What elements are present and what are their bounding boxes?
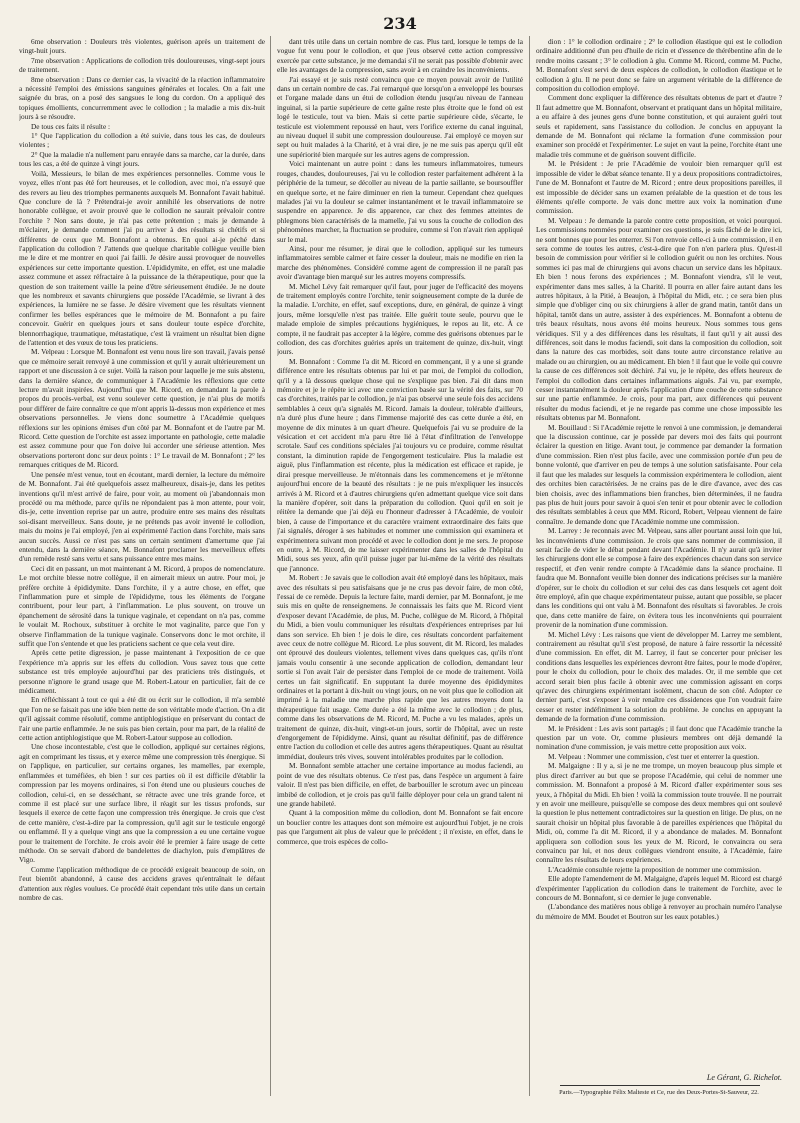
paragraph: M. Michel Lévy fait remarquer qu'il faut, pour juger de l'efficacité des moyens de traitement employés contre l'orchite, tenir soigneusement compte de la durée de la maladie. L'orchite, en effet, sauf exceptions, dure, en général, de quinze à vingt jours, même lorsqu'elle n'est pas traitée. Elle guérit toute seule, pourvu que le malade emploie de simples précautions hygiéniques, le repos au lit, etc. À ce compte, il ne faudrait pas accepter à la légère, comme des guérisons obtenues par le collodion, des cas d'orchites guéries après un traitement de quinze, dix-huit, vingt jours.	[277, 281, 523, 357]
paragraph: Comme l'application méthodique de ce procédé exigeait beaucoup de soin, on l'eut bientôt abandonné, à cause des accidens graves qu'entraînait le défaut d'attention aux règles voulues. Ce procédé était cependant très utile dans un certain nombre de cas.	[19, 864, 265, 902]
column-divider	[270, 36, 271, 1096]
paragraph: 2° Que la maladie n'a nullement paru enrayée dans sa marche, car la durée, dans tous les cas, a été de quinze à vingt jours.	[19, 149, 265, 169]
paragraph: M. Bouillaud : Si l'Académie rejette le renvoi à une commission, je demanderai que la discussion continue, car je possède par devers moi des faits qui pourront éclairer la question en litige. Avant tout, je commence par demander la formation d'une commission. Rien n'est plus facile, avec une commission portée d'un peu de bonne volonté, que d'arriver en peu de temps à une solution satisfaisante. Pour cela il faut que les malades sur lesquels la commission expérimentera le collodion, aient des orchites bien caractérisées. Je ne crains pas de le dire d'avance, avec des cas bien choisis, avec des inflammations bien franches, bien déterminées, il ne faudra pas plus de huit jours pour savoir à quoi s'en tenir et pour obtenir avec le collodion des résultats semblables à ceux que MM. Ricord, Robert, Velpeau viennent de faire connaître. Je demande donc que l'Académie nomme une commission.	[536, 422, 782, 526]
printer-imprint: Paris.—Typographie Félix Malteste et Ce, rue des Deux-Portes-St-Sauveur, 22.	[559, 1089, 759, 1096]
paragraph: M. le Président : Les avis sont partagés ; il faut donc que l'Académie tranche la question par un vote. Or, comme plusieurs membres ont déjà demandé la nomination d'une commission, je vais mettre cette proposition aux voix.	[536, 723, 782, 752]
paragraph: dant très utile dans un certain nombre de cas. Plus tard, lorsque le temps de la vogue fut venu pour le collodion, et que j'eus observé cette action compressive exercée par cette substance, je me demandai s'il ne serait pas possible d'obtenir avec elle les avantages de la compression, sans avoir à en craindre les inconvénients.	[277, 37, 523, 75]
paragraph: Elle adopte l'amendement de M. Malgaigne, d'après lequel M. Ricord est chargé d'expérimenter l'application du collodion dans le traitement de l'orchite, avec le concours de M. Bonnafont, si ce dernier le juge convenable.	[536, 874, 782, 902]
paragraph: Voici maintenant un autre point : dans les tumeurs inflammatoires, tumeurs rouges, chaudes, douloureuses, j'ai vu le collodion rester parfaitement adhérent à la périphérie de la tumeur, se décoller au niveau de la partie saillante, se boursouffler en quelque sorte, et ne faire diminuer en rien la tumeur. Cependant chez quelques malades j'ai vu la douleur se calmer instantanément et le travail inflammatoire se suspendre en apparence. Je dis apparence, car chez des femmes atteintes de phlegmons bien caractérisés de la mamelle, j'ai vu sous la couche de collodion des phénomènes marcher, la fluctuation se produire, comme si l'on n'avait rien appliqué sur le mal.	[277, 159, 523, 244]
text-column-right	[536, 37, 782, 1095]
text-column-left	[19, 37, 265, 1095]
paragraph: M. Robert : Je savais que le collodion avait été employé dans les hôpitaux, mais avec des résultats si peu satisfaisans que je ne crus pas devoir faire, de mon côté, l'essai de ce remède. Depuis la lecture faite, mardi dernier, par M. Bonnafont, je me suis mis en quête de renseignemens. Je connaissais les faits que M. Ricord vient d'exposer devant l'Académie, de plus, M. Puche, collègue de M. Ricord, à l'hôpital du Midi, a bien voulu communiquer les résultats d'expériences entreprises par lui dans son service. Eh bien ! je dois le dire, ces résultats concordent parfaitement avec ceux de notre collègue M. Ricord. Le plus souvent, dit M. Ricord, les malades ont éprouvé des douleurs violentes, tellement vives dans quelques cas, qu'ils n'ont jamais voulu consentir à une seconde application de collodion, demandant leur sortie si l'on avait l'air de persister dans l'emploi de ce mode de traitement. Voilà certes un fait significatif. En supputant la durée moyenne des épididymites ordinaires et la portant à dix-huit ou vingt jours, on ne voit plus que le collodion ait imprimé à la maladie une marche plus rapide que les autres moyens dont la thérapeutique fait usage. Cette durée a été la même avec le collodion ; de plus, comme dans les observations de M. Ricord, M. Puche a vu les malades, après un traitement de quinze, dix-huit, vingt-et-un jours, sortir de l'hôpital, avec un reste d'engorgement de l'épididyme. Ainsi, quant au résultat définitif, pas de différence entre l'action du collodion et celle des autres agens thérapeutiques. Quant au résultat immédiat, douleurs très vives, souvent intolérables produites par le collodion.	[277, 573, 523, 761]
page-number: 234	[383, 14, 417, 33]
paragraph: M. Velpeau : Lorsque M. Bonnafont est venu nous lire son travail, j'avais pensé que ce mémoire serait renvoyé à une commission et qu'il y aurait ultérieurement un rapport et une discussion à ce sujet. Voilà la raison pour laquelle je me suis abstenu, dans la dernière séance, de communiquer à l'Académie les réflexions que cette lecture m'avait inspirées. Aujourd'hui que M. Ricord, en demandant la parole à propos du procès-verbal, est venu soulever cette question, je n'ai plus de motifs pour différer de faire connaître ce que m'ont appris là-dessus mon expérience et mes observations personnelles. Je viens donc soumettre à l'Académie quelques réflexions sur les opinions émises d'un côté par M. Bonnafont et de l'autre par M. Ricord. Cette question de l'orchite est assez importante en pathologie, cette maladie est assez commune pour que l'on doive lui accorder une sérieuse attention. Mes observations porteront donc sur deux points : 1° Le travail de M. Bonnafont ; 2° les remarques critiques de M. Ricord.	[19, 347, 265, 470]
paragraph: 1° Que l'application du collodion a été suivie, dans tous les cas, de douleurs violentes ;	[19, 131, 265, 150]
paragraph: Comment donc expliquer la différence des résultats obtenus de part et d'autre ? Il faut admettre que M. Bonnafont, observant et pratiquant dans un hôpital militaire, a eu affaire à des jeunes gens d'une bonne constitution, et qui auraient guéri tout seuls et rapidement, sans l'assistance du collodion. Je conclus en appuyant la demande de M. Bonnafont qui réclame la formation d'une commission pour examiner son procédé et l'expérimenter. Le sujet en vaut la peine, l'orchite étant une maladie très commune et de guérison souvent difficile.	[536, 93, 782, 159]
paragraph: dion : 1° le collodion ordinaire ; 2° le collodion élastique qui est le collodion ordinaire additionné d'un peu d'huile de ricin et d'essence de thérébentine afin de le rendre moins cassant ; 3° le collodion à glu. Comme M. Ricord, comme M. Puche, M. Bonnafont s'est servi de deux espèces de collodion, le collodion élastique et le collodion à glu. Il ne peut donc se faire un argument véritable de la différence de composition du collodion employé.	[536, 37, 782, 94]
paragraph: M. Velpeau : Nommer une commission, c'est tuer et enterrer la question.	[548, 751, 760, 761]
paragraph: M. le Président : Je prie l'Académie de vouloir bien remarquer qu'il est impossible de vider le débat séance tenante. Il y a deux propositions contradictoires, l'une de M. Bonnafont et l'autre de M. Ricord ; entre deux propositions pareilles, il est impossible de décider sans un examen préalable de la question et de tous les éléments qu'elle comporte. Je vais donc mettre aux voix la nomination d'une commission.	[536, 159, 782, 216]
paragraph: J'ai essayé et je suis resté convaincu que ce moyen pouvait avoir de l'utilité dans un certain nombre de cas. J'ai remarqué que lorsqu'on a enveloppé les bourses et l'organe malade dans un étui de collodion étendu jusqu'au niveau de l'anneau inguinal, si la partie supérieure de cette gaîne reste plus étroite que le fond où est logé le testicule, tout va bien. Mais si cette partie supérieure cède, s'écarte, le testicule est violemment repoussé en haut, vers l'orifice externe du canal inguinal, au niveau duquel il subit une compression douloureuse. J'ai employé ce moyen sur sept ou huit malades à la Charité, et à vrai dire, je ne me suis pas aperçu qu'il eût une supériorité bien marquée sur les autres agens de compression.	[277, 74, 523, 159]
paragraph: M. Velpeau : Je demande la parole contre cette proposition, et voici pourquoi. Les commissions nommées pour examiner ces questions, je suis fâché de le dire ici, ne sont bonnes que pour les enterrer. Si l'on renvoie celle-ci à une commission, il en sera comme de toutes les autres, c'est-à-dire que l'on n'en parlera plus. Qu'est-il besoin de commission pour vérifier si le collodion guérit ou non les orchites. Nous sommes ici pas mal de chirurgiens qui avons chacun un service dans les hôpitaux. Eh bien ! nous ferons des expériences ; M. Bonnafont viendra, s'il le veut, expérimenter dans mes salles, à la Charité. Il pourra en aller faire autant dans les autres hôpitaux, à la Pitié, à Beaujon, à l'hôpital du Midi, etc. ; ce sera bien plus simple que d'obliger cinq ou six chirurgiens à aller de grand matin, tantôt dans un hôpital, tantôt dans un autre, assister à des expériences. M. Bonnafont a obtenu de très beaux résultats, nous avons été moins heureux. Nous sommes tous gens véridiques. S'il y a des différences dans les résultats, il faut qu'il y ait aussi des différences, soit dans le modus faciendi, soit dans la composition du collodion, soit dans la nature des cas morbides, soit dans toute autre circonstance relative au malade ou au chirurgien, ou au médicament. Eh bien ! il faut que le voile qui couvre la cause de ces différences soit déchiré. J'ai vu, je le répète, des effets heureux de l'emploi du collodion dans certaines inflammations aiguës. J'ai vu, par exemple, cesser instantanément la douleur après l'application d'une couche de cette substance sur une partie enflammée. Je crois, pour ma part, aux différences qui peuvent résulter du modus faciendi, et je ne regarde pas comme une chose impossible les résultats obtenus par M. Bonnafont.	[536, 215, 782, 423]
paragraph: Une chose incontestable, c'est que le collodion, appliqué sur certaines régions, agit en comprimant les tissus, et y exerce même une compression très énergique. Si on l'applique, en particulier, sur certains organes, les mamelles, par exemple, enflammées et tuméfiées, eh bien ! sur ces parties où il est difficile d'établir la compression par les moyens ordinaires, si l'on étend une ou plusieurs couches de collodion, celui-ci, en se desséchant, se rétracte avec une très grande force, et comme il est placé sur une surface libre, il réagit sur les tissus profonds, sur lesquels il exerce de cette façon une compression très énergique. Je crois que c'est de cette manière, c'est-à-dire par la compression, qu'il agit sur le testicule engorgé ou enflammé. Il y a quelque vingt ans que la compression a eu une certaine vogue pour le traitement de l'orchite. Je crois avoir été le premier à faire usage de cette méthode. On se servait d'abord de bandelettes de diachylon, puis d'emplâtres de Vigo.	[19, 742, 265, 865]
paragraph: Quant à la composition même du collodion, dont M. Bonnafont se fait encore un bouclier contre les attaques dont son mémoire est aujourd'hui l'objet, je ne crois pas que l'argument ait plus de valeur que le précédent ; il n'existe, en effet, dans le commerce, que trois espèces de collo-	[277, 808, 523, 846]
paragraph: M. Bonnafont : Comme l'a dit M. Ricord en commençant, il y a une si grande différence entre les résultats obtenus par lui et par moi, de l'emploi du collodion, qu'il y a là dessous quelque chose qui ne s'explique pas bien. J'ai dit dans mon mémoire et je le répète ici avec une conviction basée sur la vérité des faits, sur 70 cas d'orchites, traités par le collodion, je n'ai pas observé une seule fois des accidens semblables à ceux qu'a signalés M. Ricord. Jamais la douleur, tolérable d'ailleurs, n'a duré plus d'une heure ; dans l'immense majorité des cas cette durée a été, en moyenne de dix minutes à un quart d'heure. Quelquefois j'ai vu se produire de la vésication et cet accident m'a paru être lié à l'état d'infiltration de l'enveloppe scrotale. Sauf ces conditions spéciales j'ai toujours vu ce produire, comme résultat constant, la diminution rapide de l'engorgement testiculaire. Plus la maladie est aiguë, plus l'inflammation est récente, plus la médication est efficace et rapide, je dirai presque merveilleuse. Je m'étonnais dans les commencemens et je m'étonne aujourd'hui encore de la beauté des résultats : je ne puis m'expliquer les insuccès arrivés à M. Ricord et à d'autres chirurgiens qu'en admettant quelque vice soit dans la manière d'opérer, soit dans la préparation du collodion. Quoi qu'il en soit je réitère la demande que j'ai déjà eu l'honneur d'adresser à l'Académie, de vouloir bien, à cause de l'importance et du caractère vraiment extraordinaire des faits que j'ai signalés, déroger à ses habitudes et nommer une commission qui examinera et expérimentera suivant mon procédé et avec le collodion dont je me sers. Je propose en outre, à M. Ricord, de me laisser expérimenter dans les salles de l'hôpital du Midi, sous ses yeux, afin qu'il puisse juger par lui-même de la vérité des résultats que j'annonce.	[277, 356, 523, 573]
text-column-middle	[277, 37, 523, 1095]
paragraph: M. Larrey : Je reconnais avec M. Velpeau, sans aller pourtant aussi loin que lui, les inconvénients d'une commission. Je crois que sans nommer de commission, il serait facile de vider le débat pendant devant l'Académie. Il n'y aurait qu'à inviter les chirurgiens dont elle se compose à faire des expériences chacun dans son service respectif, et d'en venir rendre compte à l'Académie dans la séance prochaine. Il faudra que M. Bonnafont veuille bien donner des indications précises sur la manière d'opérer, sur le choix du collodion et sur celui des cas dans lesquels cet agent doit être employé, afin que chaque expérimentateur puisse, autant que possible, se placer dans les conditions qui ont valu à M. Bonnafont des résultats si favorables. Je crois que, dans cette manière de faire, on évitera tous les inconvénients qui pourraient provenir de la nomination d'une commission.	[536, 526, 782, 630]
paragraph: M. Michel Lévy : Les raisons que vient de développer M. Larrey me semblent, contrairement au résultat qu'il s'est proposé, de nature à faire ressortir la nécessité d'une commission. En effet, dit M. Larrey, il faut se concerter pour préciser les conditions dans lesquelles les expériences devront être faites, pour le mode d'opérer, pour le choix du collodion, pour le choix des malades. Or, il me semble que cet accord serait bien plus facile à obtenir avec une commission agissant en corps qu'avec des chirurgiens expérimentant isolément, chacun de son côté. Adopter ce dernier parti, c'est s'exposer à voir renaître ces dissidences que l'on voudrait faire cesser et rester indéfiniment la solution du problème. Je conclus en appuyant la demande de la formation d'une commission.	[536, 629, 782, 724]
editor-signature: Le Gérant, G. Richelot.	[706, 1073, 782, 1082]
paragraph: Ainsi, pour me résumer, je dirai que le collodion, appliqué sur les tumeurs inflammatoires semble calmer et faire cesser la douleur, mais ne modifie en rien la marche des phénomènes. Considéré comme agent de compression il ne paraît pas avoir d'avantage bien marqué sur les autres moyens compressifs.	[277, 243, 523, 282]
paragraph: Voilà, Messieurs, le bilan de mes expériences personnelles. Comme vous le voyez, elles n'ont pas été fort heureuses, et le collodion, avec moi, n'a essuyé que des revers au lieu des triomphes permanents auxquels M. Bonnafont l'avait habitué. Que conclure de là ? Prétendrai-je avoir annihilé les observations de notre honorable collègue, et avoir prouvé que le collodion ne saurait prévaloir contre l'orchite ? Non sans doute, je n'ai pas cette prétention ; mais je demande à m'éclairer, je demande comment j'ai pu arriver à des résultats si chétifs et si différents de ceux que M. Bonnafont a obtenus. En quoi ai-je péché dans l'application du collodion ? J'attends que quelque charitable collègue veuille bien me le dire et me montrer en quoi j'ai failli. Je désire aussi provoquer de nouvelles expériences sur cette importante question. L'épididymite, en effet, est une maladie assez commune et assez réfractaire à la puissance de la thérapeutique, pour que la question de son traitement vaille la peine d'être sérieusement étudiée. Je ne doute que les nombreux et savants chirurgiens que possède l'Académie, se livrant à des expériences, la lumière ne se fasse. Je désire vivement que les résultats viennent confirmer les belles espérances que le mémoire de M. Bonnafont a pu faire concevoir. Guérir en quelques jours et sans douleur toute espèce d'orchite, blennorrhagique, traumatique, métastatique, c'est là vraiment un résultat bien digne de l'attention et des vœux de tous les praticiens.	[19, 168, 265, 347]
column-divider	[529, 36, 530, 1096]
paragraph: M. Malgaigne : Il y a, si je ne me trompe, un moyen beaucoup plus simple et plus direct d'arriver au but que se propose l'Académie, qui celui de nommer une commission. M. Bonnafont a proposé à M. Ricord d'aller expérimenter sous ses yeux, à l'hôpital du Midi. Eh bien ! voilà la commission toute trouvée. Il ne pourrait y en avoir une meilleure, puisqu'elle se compose des deux membres qui ont soulevé la question le plus nettement contradictoires sur la question en litige. De plus, on ne saurait choisir un hôpital plus favorable à de pareilles expériences que l'hôpital du Midi, où, comme l'a dit M. Ricord, il y a abondance de malades. M. Bonnafont appliquera son collodion sous les yeux de M. Ricord, le convaincra ou sera convaincu par lui, et nos deux collègues viendront ensuite, à l'Académie, faire connaître les résultats de leurs expériences.	[536, 761, 782, 865]
paragraph: 8me observation : Dans ce dernier cas, la vivacité de la réaction inflammatoire a nécessité l'emploi des émissions sanguines générales et locales. On a fait une saignée du bras, on a posé des sangsues le long du cordon. On a appliqué des topiques émollients, concurremment avec le collodion ; la maladie a mis dix-huit jours à se résoudre.	[19, 74, 265, 122]
paragraph: L'Académie consultée rejette la proposition de nommer une commission.	[548, 864, 762, 874]
paragraph: De tous ces faits il résulte :	[31, 121, 111, 131]
footer-divider	[560, 1085, 760, 1086]
paragraph: M. Bonnafont semble attacher une certaine importance au modus faciendi, au point de vue des résultats obtenus. Ce n'est pas, dans l'espèce un argument à faire valoir. Il n'est pas bien difficile, en effet, de barbouiller le scrotum avec un pinceau imbibé de collodion, et je crois pas qu'il faille déployer pour cela un grand talent ni une grande habileté.	[277, 761, 523, 808]
paragraph: Après cette petite digression, je passe maintenant à l'exposition de ce que l'expérience m'a appris sur les effets du collodion. Vous savez tous que cette substance est très employée aujourd'hui par des praticiens très distingués, et personne n'ignore le grand usage que M. Robert-Latour en particulier, fait de ce médicament.	[19, 648, 265, 696]
paragraph: 7me observation : Applications de collodion très douloureuses, vingt-sept jours de traitement.	[19, 55, 265, 75]
paragraph: (L'abondance des matières nous oblige à renvoyer au prochain numéro l'analyse du mémoire de MM. Boudet et Boutron sur les eaux potables.)	[536, 902, 782, 921]
paragraph: En réfléchissant à tout ce qui a été dit ou écrit sur le collodion, il m'a semblé que l'on ne se faisait pas une idée bien nette de son véritable mode d'action. On a dit qu'il agissait comme résolutif, comme antiphlogistique en préservant du contact de l'air une partie enflammée. Je ne suis pas bien certain, pour ma part, de la réalité de cette action antiphlogistique que M. Robert-Latour suppose au collodion.	[19, 695, 265, 743]
paragraph: 6me observation : Douleurs très violentes, guérison après un traitement de vingt-huit jours.	[19, 37, 265, 56]
paragraph: Ceci dit en passant, un mot maintenant à M. Ricord, à propos de nomenclature. Le mot orchite blesse notre collègue, il en aimerait mieux un autre. Pour moi, je préfère orchite à épididymite. Dans l'orchite, il y a autre chose, en effet, que l'inflammation pure et simple de l'épididyme, tous les éléments de l'organe contribuent, pour leur part, à l'inflammation. Le plus souvent, on trouve un épanchement de sérosité dans la tunique vaginale, et cependant on n'a pas, comme le voulait M. Rochoux, substituer à orchite le mot vaginalite, parce que l'on y observe l'inflammation de la tunique vaginale. Conservons donc le mot orchite, il suffit que l'on s'entende et que les praticiens sachent ce que cela veut dire.	[19, 563, 265, 648]
paragraph: Une pensée m'est venue, tout en écoutant, mardi dernier, la lecture du mémoire de M. Bonnafont. J'ai été quelquefois assez malheureux, disais-je, dans les petites inventions qu'il m'est arrivé de faire, pour voir, au moment où j'abandonnais mon procédé ou ma méthode, parce qu'ils ne répondaient pas à mon attente, pour voir, dis-je, cette invention reprise par un autre, produire entre ses mains des résultats soi-disant merveilleux. Sans doute, je ne prétends pas avoir inventé le collodion, mais du moins je l'ai employé, j'en ai expérimenté l'action dans l'orchite, mais sans aucun succès. Aussi ce n'est pas sans un certain sentiment d'amertume que j'ai entendu, dans la dernière séance, M. Bonnafont proclamer les merveilleux effets d'un remède resté sans vertu et sans puissance entre mes mains.	[19, 469, 265, 564]
